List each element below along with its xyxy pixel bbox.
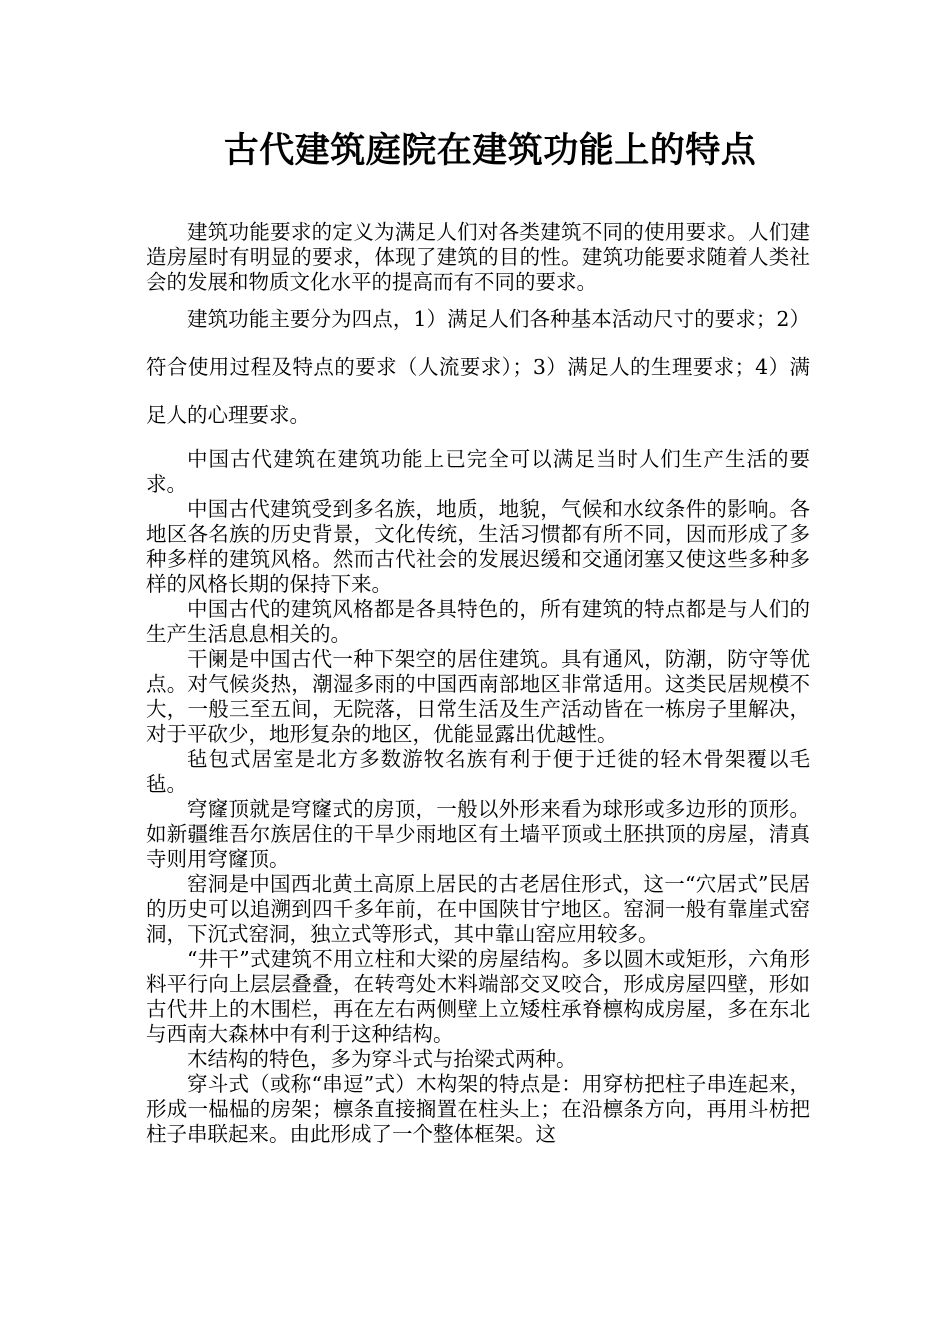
document-body — [146, 220, 810, 1147]
paragraph-ganlan: 干阑是中国古代一种下架空的居住建筑。具有通风，防潮，防守等优点。对气候炎热，潮湿多雨的中国西南部地区非常适用。这类民居规模不大，一般三至五间，无院落，日常生活及生产活动皆在一栋房子里解决，对于平砍少，地形复杂的地区，优能显露出优越性。 — [146, 647, 810, 746]
paragraph-jinggan: “井干”式建筑不用立柱和大梁的房屋结构。多以圆木或矩形，六角形料平行向上层层叠叠，在转弯处木料端部交叉咬合，形成房屋四壁，形如古代井上的木围栏，再在左右两侧壁上立矮柱承脊檩构成房屋，多在东北与西南大森林中有利于这种结构。 — [146, 947, 810, 1046]
paragraph-cave-dwelling: 窑洞是中国西北黄土高原上居民的古老居住形式，这一“穴居式”民居的历史可以追溯到四千多年前，在中国陕甘宁地区。窑洞一般有靠崖式窑洞，下沉式窑洞，独立式等形式，其中靠山窑应用较多。 — [146, 872, 810, 946]
document-title: 古代建筑庭院在建筑功能上的特点 — [223, 130, 757, 171]
paragraph-dome: 穹窿顶就是穹窿式的房顶，一般以外形来看为球形或多边形的顶形。如新疆维吾尔族居住的干旱少雨地区有土墙平顶或土胚拱顶的房屋，清真寺则用穹窿顶。 — [146, 797, 810, 871]
paragraph-wood-structure: 木结构的特色，多为穿斗式与抬梁式两种。 — [187, 1047, 577, 1071]
paragraph-influences: 中国古代建筑受到多名族，地质，地貌，气候和水纹条件的影响。各地区各名族的历史背景，文化传统，生活习惯都有所不同，因而形成了多种多样的建筑风格。然而古代社会的发展迟缓和交通闭塞又使这些多种多样的风格长期的保持下来。 — [146, 497, 810, 596]
paragraph-four-points: 建筑功能主要分为四点，1）满足人们各种基本活动尺寸的要求；2）符合使用过程及特点的要求（人流要求）；3）满足人的生理要求；4）满足人的心理要求。 — [146, 307, 810, 427]
paragraph-definition: 建筑功能要求的定义为满足人们对各类建筑不同的使用要求。人们建造房屋时有明显的要求，体现了建筑的目的性。建筑功能要求随着人类社会的发展和物质文化水平的提高而有不同的要求。 — [146, 220, 810, 294]
paragraph-yurt: 毡包式居室是北方多数游牧名族有利于便于迁徙的轻木骨架覆以毛毡。 — [146, 747, 810, 796]
paragraph-chuandou: 穿斗式（或称“串逗”式）木构架的特点是：用穿枋把柱子串连起来，形成一榀榀的房架；檩条直接搁置在柱头上；在沿檩条方向，再用斗枋把柱子串联起来。由此形成了一个整体框架。这 — [146, 1072, 810, 1146]
paragraph-ancient-function: 中国古代建筑在建筑功能上已完全可以满足当时人们生产生活的要求。 — [146, 447, 810, 496]
paragraph-styles: 中国古代的建筑风格都是各具特色的，所有建筑的特点都是与人们的生产生活息息相关的。 — [146, 597, 810, 646]
